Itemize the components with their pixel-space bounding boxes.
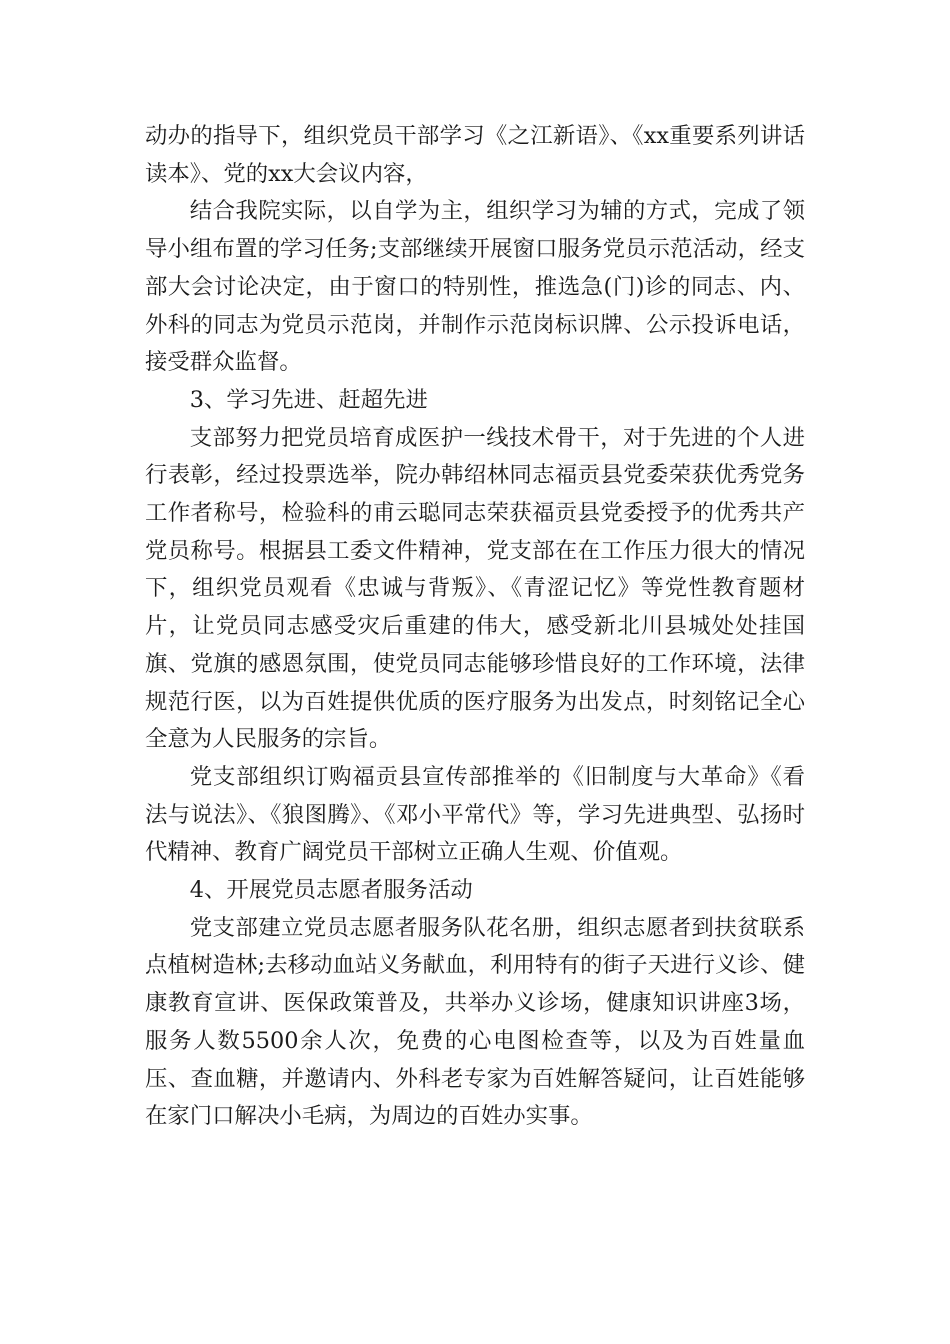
paragraph-commendation: 支部努力把党员培育成医护一线技术骨干，对于先进的个人进行表彰，经过投票选举，院办韩绍林同志福贡县党委荣获优秀党务工作者称号，检验科的甫云聪同志荣获福贡县党委授予的优秀共产党员称号。根据县工委文件精神，党支部在在工作压力很大的情况下，组织党员观看《忠诚与背叛》、《青涩记忆》等党性教育题材片，让党员同志感受灾后重建的伟大，感受新北川县城处处挂国旗、党旗的感恩氛围，使党员同志能够珍惜良好的工作环境，法律规范行医，以为百姓提供优质的医疗服务为出发点，时刻铭记全心全意为人民服务的宗旨。 (145, 424, 805, 753)
paragraph-study-method: 结合我院实际，以自学为主，组织学习为辅的方式，完成了领导小组布置的学习任务;支部继续开展窗口服务党员示范活动，经支部大会讨论决定，由于窗口的特别性，推选急(门)诊的同志、内、外科的同志为党员示范岗，并制作示范岗标识牌、公示投诉电话，接受群众监督。 (145, 198, 805, 376)
paragraph-book-purchase: 党支部组织订购福贡县宣传部推举的《旧制度与大革命》《看法与说法》、《狼图腾》、《邓小平常代》等，学习先进典型、弘扬时代精神、教育广阔党员干部树立正确人生观、价值观。 (145, 763, 805, 866)
section-heading-4: 4、开展党员志愿者服务活动 (189, 877, 473, 904)
document-body (145, 118, 805, 1136)
paragraph-volunteer-service: 党支部建立党员志愿者服务队花名册，组织志愿者到扶贫联系点植树造林;去移动血站义务献血，利用特有的街子天进行义诊、健康教育宣讲、医保政策普及，共举办义诊场，健康知识讲座3场，服务人数5500余人次，免费的心电图检查等，以及为百姓量血压、查血糖，并邀请内、外科老专家为百姓解答疑问，让百姓能够在家门口解决小毛病，为周边的百姓办实事。 (145, 914, 805, 1130)
paragraph-continuation: 动办的指导下，组织党员干部学习《之江新语》、《xx重要系列讲话读本》、党的xx大会议内容， (145, 123, 805, 187)
section-heading-3: 3、学习先进、赶超先进 (189, 386, 428, 413)
